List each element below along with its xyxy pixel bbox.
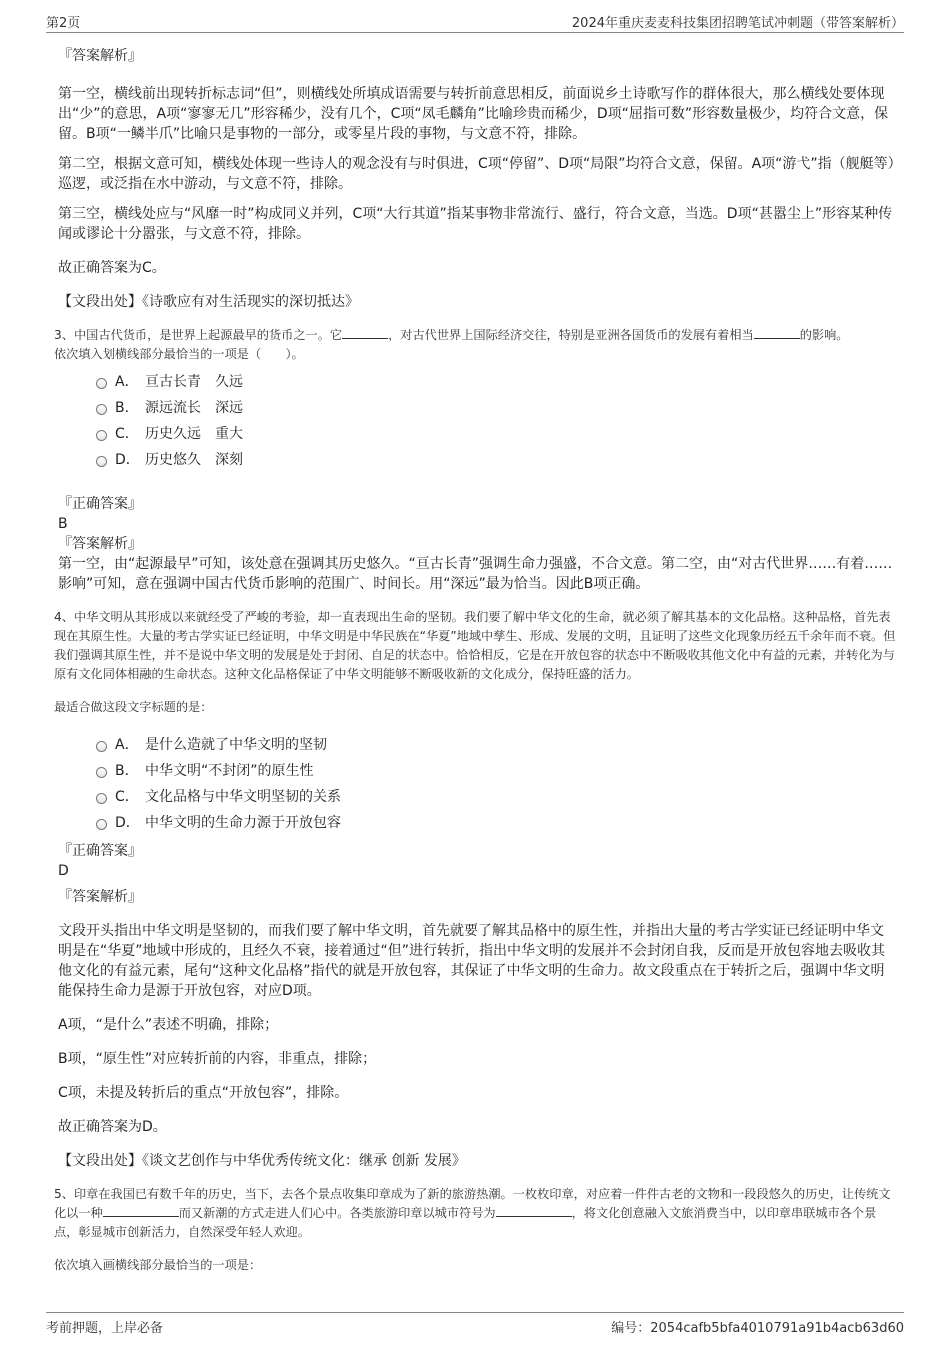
question-4-options bbox=[96, 731, 896, 835]
fill-blank bbox=[342, 326, 388, 339]
question-4-prompt: 最适合做这段文字标题的是： bbox=[54, 700, 213, 714]
page-content bbox=[54, 44, 896, 1275]
analysis-text: 文段开头指出中华文明是坚韧的，而我们要了解中华文明，首先就要了解其品格中的原生性，并指出大量的考古学实证已经证明中华文明是在“华夏”地域中形成的，且经久不衰，接着通过“但”进行转折，指出中华文明的发展并不会封闭自我，反而是开放包容地去吸收其他文化的有益元素，尾句“这种文化品格”指代的就是开放包容，其保证了中华文明的生命力。故文段重点在于转折之后，强调中华文明能保持生命力是源于开放包容，对应D项。 bbox=[58, 923, 886, 999]
question-5-stem bbox=[54, 1185, 896, 1242]
option-letter: A． bbox=[115, 737, 139, 753]
source-label: 【文段出处】 bbox=[58, 294, 142, 310]
source-line bbox=[58, 292, 896, 312]
option-d[interactable] bbox=[96, 446, 896, 472]
footer-slogan: 考前押题，上岸必备 bbox=[46, 1321, 164, 1336]
option-letter: B． bbox=[115, 763, 139, 779]
source-title: 《谈文艺创作与中华优秀传统文化：继承 创新 发展》 bbox=[142, 1153, 466, 1169]
conclusion: 故正确答案为C。 bbox=[58, 260, 166, 276]
analysis-label: 『答案解析』 bbox=[58, 889, 142, 905]
question-5-instruction: 依次填入画横线部分最恰当的一项是： bbox=[54, 1258, 262, 1272]
document-code: 编号：2054cafb5bfa4010791a91b4acb63d60 bbox=[611, 1321, 904, 1336]
option-text: 中华文明“不封闭”的原生性 bbox=[145, 763, 314, 779]
radio-icon[interactable] bbox=[96, 767, 107, 778]
analysis-paragraph-1: 第一空，横线前出现转折标志词“但”，则横线处所填成语需要与转折前意思相反，前面说乡土诗歌写作的群体很大，那么横线处要体现出“少”的意思，A项“寥寥无几”形容稀少，没有几个，C项“凤毛麟角”比喻珍贵而稀少，D项“屈指可数”形容数量极少，均符合文意，保留。B项“一鳞半爪”比喻只是事物的一部分，或零星片段的事物，与文意不符，排除。 bbox=[58, 86, 889, 142]
radio-icon[interactable] bbox=[96, 741, 107, 752]
source-label: 【文段出处】 bbox=[58, 1153, 142, 1169]
analysis-paragraph-2: 第二空，根据文意可知，横线处体现一些诗人的观念没有与时俱进，C项“停留”、D项“局限”均符合文意，保留。A项“游弋”指（舰艇等）巡逻，或泛指在水中游动，与文意不符，排除。 bbox=[58, 156, 895, 192]
radio-icon[interactable] bbox=[96, 378, 107, 389]
page-header bbox=[46, 10, 904, 33]
option-letter: D． bbox=[115, 815, 140, 831]
stem-part: 的影响。 bbox=[799, 328, 849, 342]
stem-part: 5、印章在我国已有数千年的历史，当下，去各个景点收集印章成为了新的旅游热潮。一枚枚印章，对应着一件件古老的文物和一段段悠久的历史，让传统文化以一种 bbox=[54, 1187, 891, 1220]
option-d[interactable] bbox=[96, 809, 896, 835]
option-b[interactable] bbox=[96, 394, 896, 420]
radio-icon[interactable] bbox=[96, 456, 107, 467]
document-title: 2024年重庆麦麦科技集团招聘笔试冲刺题（带答案解析） bbox=[571, 16, 904, 31]
radio-icon[interactable] bbox=[96, 819, 107, 830]
analysis-text: 第一空，由“起源最早”可知，该处意在强调其历史悠久。“亘古长青”强调生命力强盛，不合文意。第二空，由“对古代世界……有着……影响”可知，意在强调中国古代货币影响的范围广、时间长。用“深远”最为恰当。因此B项正确。 bbox=[58, 556, 893, 592]
option-b-note: B项，“原生性”对应转折前的内容，非重点，排除； bbox=[58, 1051, 377, 1067]
question-3-options bbox=[96, 368, 896, 472]
source-title: 《诗歌应有对生活现实的深切抵达》 bbox=[142, 294, 359, 310]
option-letter: C． bbox=[115, 789, 139, 805]
option-a[interactable] bbox=[96, 731, 896, 757]
option-text: 中华文明的生命力源于开放包容 bbox=[145, 815, 341, 831]
option-text: 源远流长 深远 bbox=[145, 400, 243, 416]
conclusion: 故正确答案为D。 bbox=[58, 1119, 167, 1135]
option-a[interactable] bbox=[96, 368, 896, 394]
page-footer bbox=[46, 1312, 904, 1337]
option-text: 亘古长青 久远 bbox=[145, 374, 243, 390]
fill-blank bbox=[103, 1204, 179, 1217]
question-4-stem: 4、中华文明从其形成以来就经受了严峻的考验，却一直表现出生命的坚韧。我们要了解中华文化的生命，就必须了解其基本的文化品格。这种品格，首先表现在其原生性。大量的考古学实证已经证明，中华文明是中华民族在“华夏”地域中孳生、形成、发展的文明，且证明了这些文化现象历经五千余年而不衰。但我们强调其原生性，并不是说中华文明的发展是处于封闭、自足的状态中。恰恰相反，它是在开放包容的状态中不断吸收其他文化中有益的元素，并转化为与原有文化同体相融的生命状态。这种文化品格保证了中华文明能够不断吸收新的文化成分，保持旺盛的活力。 bbox=[54, 610, 896, 681]
option-text: 文化品格与中华文明坚韧的关系 bbox=[145, 789, 341, 805]
analysis-label: 『答案解析』 bbox=[58, 536, 142, 552]
radio-icon[interactable] bbox=[96, 430, 107, 441]
option-letter: C． bbox=[115, 426, 139, 442]
stem-part: ，对古代世界上国际经济交往，特别是亚洲各国货币的发展有着相当 bbox=[388, 328, 754, 342]
source-line bbox=[58, 1151, 896, 1171]
option-text: 历史悠久 深刻 bbox=[145, 452, 243, 468]
stem-part: 而又新潮的方式走进人们心中。各类旅游印章以城市符号为 bbox=[178, 1206, 496, 1220]
stem-part: ，将文化创意融入文旅消费当中，以印章串联城市各个景点，彰显城市创新活力，自然深受年轻人欢迎。 bbox=[54, 1206, 877, 1239]
fill-blank bbox=[496, 1204, 572, 1217]
option-c-note: C项，未提及转折后的重点“开放包容”，排除。 bbox=[58, 1085, 349, 1101]
option-letter: A． bbox=[115, 374, 139, 390]
option-letter: B． bbox=[115, 400, 139, 416]
option-b[interactable] bbox=[96, 757, 896, 783]
answer-value: D bbox=[58, 863, 69, 879]
answer-value: B bbox=[58, 516, 68, 532]
page-number: 第2页 bbox=[46, 16, 81, 31]
option-letter: D． bbox=[115, 452, 140, 468]
option-c[interactable] bbox=[96, 783, 896, 809]
option-a-note: A项，“是什么”表述不明确，排除； bbox=[58, 1017, 279, 1033]
stem-part: 3、中国古代货币，是世界上起源最早的货币之一。它 bbox=[54, 328, 343, 342]
analysis-paragraph-3: 第三空，横线处应与“风靡一时”构成同义并列，C项“大行其道”指某事物非常流行、盛行，符合文意，当选。D项“甚嚣尘上”形容某种传闻或谬论十分嚣张，与文意不符，排除。 bbox=[58, 206, 893, 242]
fill-blank bbox=[754, 326, 800, 339]
option-text: 是什么造就了中华文明的坚韧 bbox=[145, 737, 327, 753]
option-c[interactable] bbox=[96, 420, 896, 446]
option-text: 历史久远 重大 bbox=[145, 426, 243, 442]
answer-label: 『正确答案』 bbox=[58, 496, 142, 512]
radio-icon[interactable] bbox=[96, 793, 107, 804]
radio-icon[interactable] bbox=[96, 404, 107, 415]
answer-label: 『正确答案』 bbox=[58, 843, 142, 859]
question-3-instruction: 依次填入划横线部分最恰当的一项是（ ）。 bbox=[54, 347, 304, 361]
question-3-stem bbox=[54, 326, 896, 345]
analysis-label: 『答案解析』 bbox=[58, 48, 142, 64]
